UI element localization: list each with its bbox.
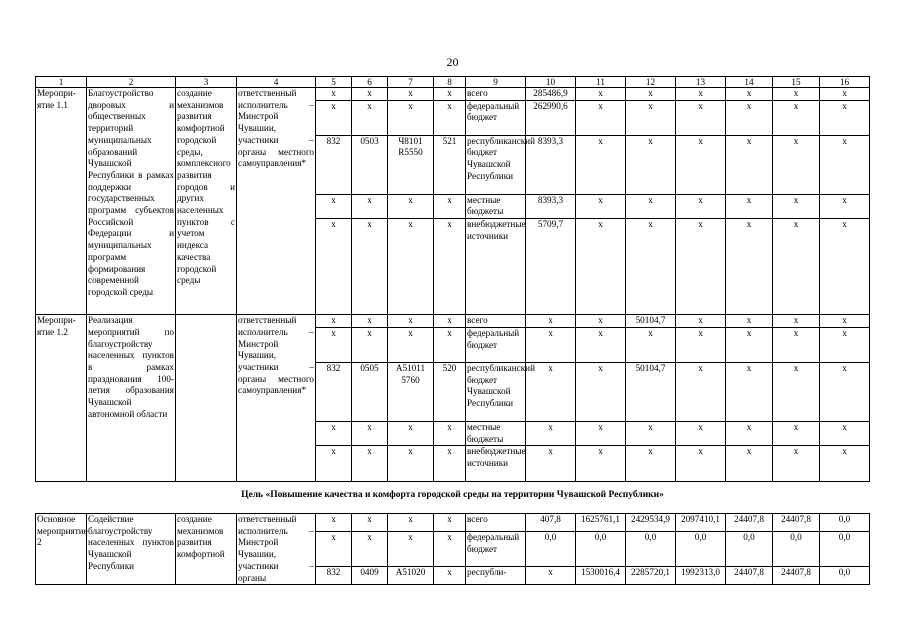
cell: x xyxy=(352,100,388,135)
source-label: местные бюджеты xyxy=(466,421,526,445)
page-number: 20 xyxy=(446,55,459,69)
cell: x xyxy=(388,315,434,328)
cell: 24407,8 xyxy=(726,514,773,532)
cell: x xyxy=(626,194,676,218)
budget-table xyxy=(35,76,870,482)
cell: 832 xyxy=(316,567,352,585)
cell: x xyxy=(576,446,626,482)
table-row xyxy=(36,514,870,532)
cell: x xyxy=(576,315,626,328)
cell: x xyxy=(576,135,626,194)
cell: x xyxy=(352,194,388,218)
cell: x xyxy=(352,446,388,482)
cell: x xyxy=(434,315,466,328)
cell: x xyxy=(773,362,820,421)
cell: x xyxy=(434,194,466,218)
source-label: местные бюджеты xyxy=(466,194,526,218)
cell: x xyxy=(316,327,352,362)
source-label: всего xyxy=(466,514,526,532)
cell: 1992313,0 xyxy=(676,567,726,585)
cell: x xyxy=(316,88,352,101)
cell: x xyxy=(316,100,352,135)
budget-table-continued xyxy=(35,513,870,585)
header-cell: 2 xyxy=(87,77,176,88)
cell: 2429534,9 xyxy=(626,514,676,532)
cell: x xyxy=(626,421,676,445)
cell: 0,0 xyxy=(820,567,870,585)
goal-heading: Цель «Повышение качества и комфорта городской среды на территории Чувашской Республики» xyxy=(241,490,664,500)
cell: x xyxy=(434,88,466,101)
cell: x xyxy=(773,421,820,445)
cell: x xyxy=(820,88,870,101)
cell: x xyxy=(526,421,576,445)
measure-name: Содействие благоустройству населенных пунктов Чувашской Республики xyxy=(87,514,176,585)
cell: x xyxy=(773,327,820,362)
cell: 0505 xyxy=(352,362,388,421)
measure-goal: создание механизмов развития комфортной xyxy=(176,514,237,585)
cell: x xyxy=(526,362,576,421)
cell: 24407,8 xyxy=(773,567,820,585)
cell: x xyxy=(676,219,726,315)
cell: x xyxy=(526,567,576,585)
cell: x xyxy=(576,421,626,445)
cell: x xyxy=(773,100,820,135)
cell: 0,0 xyxy=(676,532,726,567)
cell: 2285720,1 xyxy=(626,567,676,585)
cell: x xyxy=(626,135,676,194)
cell: x xyxy=(726,219,773,315)
cell: x xyxy=(388,219,434,315)
cell: x xyxy=(726,135,773,194)
cell: 0,0 xyxy=(626,532,676,567)
cell: x xyxy=(316,194,352,218)
cell: x xyxy=(316,446,352,482)
cell: x xyxy=(676,327,726,362)
cell: Ч8101 R5550 xyxy=(388,135,434,194)
cell: 262990,6 xyxy=(526,100,576,135)
measure-id: Меропри- ятие 1.1 xyxy=(36,88,87,315)
cell: 832 xyxy=(316,135,352,194)
cell: 0,0 xyxy=(576,532,626,567)
cell: x xyxy=(434,219,466,315)
cell: x xyxy=(576,88,626,101)
cell: x xyxy=(676,88,726,101)
cell: x xyxy=(576,219,626,315)
cell: x xyxy=(316,514,352,532)
cell: x xyxy=(820,100,870,135)
table-row xyxy=(36,88,870,101)
header-cell: 12 xyxy=(626,77,676,88)
cell: 0503 xyxy=(352,135,388,194)
cell: x xyxy=(676,100,726,135)
table-row xyxy=(36,315,870,328)
cell: 0,0 xyxy=(773,532,820,567)
cell: x xyxy=(434,327,466,362)
header-cell: 6 xyxy=(352,77,388,88)
cell: x xyxy=(352,219,388,315)
cell: 0,0 xyxy=(820,514,870,532)
source-label: федеральный бюджет xyxy=(466,532,526,567)
measure-id: Основное мероприятие 2 xyxy=(36,514,87,585)
cell: x xyxy=(352,514,388,532)
measure-executor: ответственный исполнитель – Минстрой Чувашии, участники – органы xyxy=(237,514,316,585)
cell: x xyxy=(576,362,626,421)
cell: x xyxy=(676,194,726,218)
cell: x xyxy=(726,100,773,135)
header-cell: 15 xyxy=(773,77,820,88)
header-cell: 10 xyxy=(526,77,576,88)
cell: 8393,3 xyxy=(526,135,576,194)
cell: x xyxy=(773,315,820,328)
cell: x xyxy=(676,446,726,482)
source-label: всего xyxy=(466,315,526,328)
cell: 24407,8 xyxy=(726,567,773,585)
cell: x xyxy=(820,194,870,218)
cell: x xyxy=(388,194,434,218)
cell: x xyxy=(820,219,870,315)
cell: x xyxy=(726,446,773,482)
cell: 520 xyxy=(434,362,466,421)
cell: x xyxy=(726,88,773,101)
cell: x xyxy=(434,421,466,445)
cell: x xyxy=(388,532,434,567)
cell: x xyxy=(352,88,388,101)
cell: x xyxy=(388,514,434,532)
cell: 8393,3 xyxy=(526,194,576,218)
cell: x xyxy=(726,362,773,421)
source-label: республиканский бюджет Чувашской Республики xyxy=(466,362,526,421)
header-cell: 8 xyxy=(434,77,466,88)
cell: x xyxy=(352,315,388,328)
cell: x xyxy=(526,327,576,362)
cell: x xyxy=(434,100,466,135)
cell: 24407,8 xyxy=(773,514,820,532)
cell: x xyxy=(726,315,773,328)
cell: x xyxy=(388,446,434,482)
cell: А51011 5760 xyxy=(388,362,434,421)
cell: 2097410,1 xyxy=(676,514,726,532)
source-label: республиканский бюджет Чувашской Республики xyxy=(466,135,526,194)
measure-executor: ответственный исполнитель – Минстрой Чувашии, участники – органы местного самоуправления* xyxy=(237,315,316,482)
cell: 407,8 xyxy=(526,514,576,532)
header-cell: 9 xyxy=(466,77,526,88)
measure-goal: создание механизмов развития комфортной городской среды, комплексного развития городов и других населенных пунктов с учетом индекса качества городской среды xyxy=(176,88,237,315)
cell: x xyxy=(726,421,773,445)
cell: x xyxy=(316,315,352,328)
cell: x xyxy=(626,446,676,482)
cell: x xyxy=(352,421,388,445)
cell: x xyxy=(388,100,434,135)
cell: x xyxy=(773,88,820,101)
cell: x xyxy=(526,446,576,482)
cell: x xyxy=(820,135,870,194)
cell: 1530016,4 xyxy=(576,567,626,585)
source-label: федеральный бюджет xyxy=(466,327,526,362)
cell: x xyxy=(434,514,466,532)
cell: x xyxy=(820,421,870,445)
source-label: всего xyxy=(466,88,526,101)
cell: 0,0 xyxy=(526,532,576,567)
cell: x xyxy=(626,88,676,101)
cell: 1625761,1 xyxy=(576,514,626,532)
cell: x xyxy=(576,327,626,362)
header-cell: 13 xyxy=(676,77,726,88)
cell: 5709,7 xyxy=(526,219,576,315)
cell: 285486,9 xyxy=(526,88,576,101)
measure-id: Меропри- ятие 1.2 xyxy=(36,315,87,482)
cell: x xyxy=(820,327,870,362)
source-label: республи- xyxy=(466,567,526,585)
header-cell: 7 xyxy=(388,77,434,88)
cell: x xyxy=(316,421,352,445)
cell: x xyxy=(626,327,676,362)
cell: x xyxy=(676,135,726,194)
cell: 50104,7 xyxy=(626,315,676,328)
cell: 521 xyxy=(434,135,466,194)
cell: x xyxy=(434,567,466,585)
cell: x xyxy=(388,327,434,362)
cell: x xyxy=(434,532,466,567)
measure-executor: ответственный исполнитель – Минстрой Чувашии, участники – органы местного самоуправления* xyxy=(237,88,316,315)
cell: x xyxy=(352,532,388,567)
cell: 0,0 xyxy=(820,532,870,567)
cell: x xyxy=(820,362,870,421)
cell: x xyxy=(676,315,726,328)
header-cell: 5 xyxy=(316,77,352,88)
cell: x xyxy=(434,446,466,482)
cell: x xyxy=(676,362,726,421)
cell: x xyxy=(820,315,870,328)
cell: x xyxy=(773,219,820,315)
cell: x xyxy=(388,421,434,445)
cell: 50104,7 xyxy=(626,362,676,421)
header-cell: 14 xyxy=(726,77,773,88)
cell: x xyxy=(576,194,626,218)
cell: x xyxy=(316,532,352,567)
cell: 832 xyxy=(316,362,352,421)
cell: x xyxy=(820,446,870,482)
measure-goal-empty xyxy=(176,315,237,482)
cell: x xyxy=(773,194,820,218)
header-row xyxy=(36,77,870,88)
cell: x xyxy=(626,100,676,135)
cell: x xyxy=(388,88,434,101)
cell: x xyxy=(726,327,773,362)
header-cell: 4 xyxy=(237,77,316,88)
measure-name: Благоустройство дворовых и общественных территорий муниципальных образований Чувашской Республики в рамках поддержки государственных программ субъектов Российской Федерации и муниципальных программ формирования современной городской среды xyxy=(87,88,176,315)
source-label: внебюджетные источники xyxy=(466,219,526,315)
header-cell: 3 xyxy=(176,77,237,88)
cell: А51020 xyxy=(388,567,434,585)
cell: 0409 xyxy=(352,567,388,585)
header-cell: 11 xyxy=(576,77,626,88)
header-cell: 1 xyxy=(36,77,87,88)
cell: x xyxy=(526,315,576,328)
header-cell: 16 xyxy=(820,77,870,88)
source-label: федеральный бюджет xyxy=(466,100,526,135)
cell: x xyxy=(773,446,820,482)
cell: x xyxy=(626,219,676,315)
cell: x xyxy=(773,135,820,194)
cell: x xyxy=(576,100,626,135)
cell: x xyxy=(726,194,773,218)
source-label: внебюджетные источники xyxy=(466,446,526,482)
measure-name: Реализация мероприятий по благоустройству населенных пунктов в рамках празднования 100-летия образования Чувашской автономной области xyxy=(87,315,176,482)
cell: 0,0 xyxy=(726,532,773,567)
cell: x xyxy=(316,219,352,315)
cell: x xyxy=(352,327,388,362)
cell: x xyxy=(676,421,726,445)
